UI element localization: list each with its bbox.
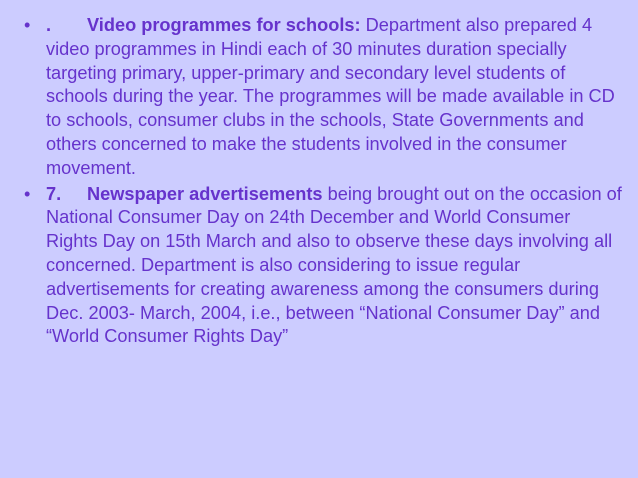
bullet-icon: •: [24, 15, 31, 35]
item-heading: Newspaper advertisements: [87, 183, 323, 204]
item-number: .: [46, 15, 52, 35]
bullet-icon: •: [24, 183, 31, 204]
bullet-list: [24, 14, 624, 351]
item-body: being brought out on the occasion of National Consumer Day on 24th December and World Consumer Rights Day on 15th March and also to observe these days involving all concerned. Department is also considering to issue regular advertisements for creating awareness among the consumers during Dec. 2003- March, 2004, i.e., between “National Consumer Day” and “World Consumer Rights Day”: [46, 183, 622, 347]
list-item-video-programmes: [24, 14, 624, 181]
item-heading: Video programmes for schools:: [87, 15, 361, 35]
item-number: 7.: [46, 183, 62, 204]
list-item-newspaper-advertisements: [24, 183, 624, 350]
item-body: Department also prepared 4 video programmes in Hindi each of 30 minutes duration specially targeting primary, upper-primary and secondary level students of schools during the year. The programmes will be made available in CD to schools, consumer clubs in the schools, State Governments and others concerned to make the students involved in the consumer movement.: [46, 15, 615, 178]
